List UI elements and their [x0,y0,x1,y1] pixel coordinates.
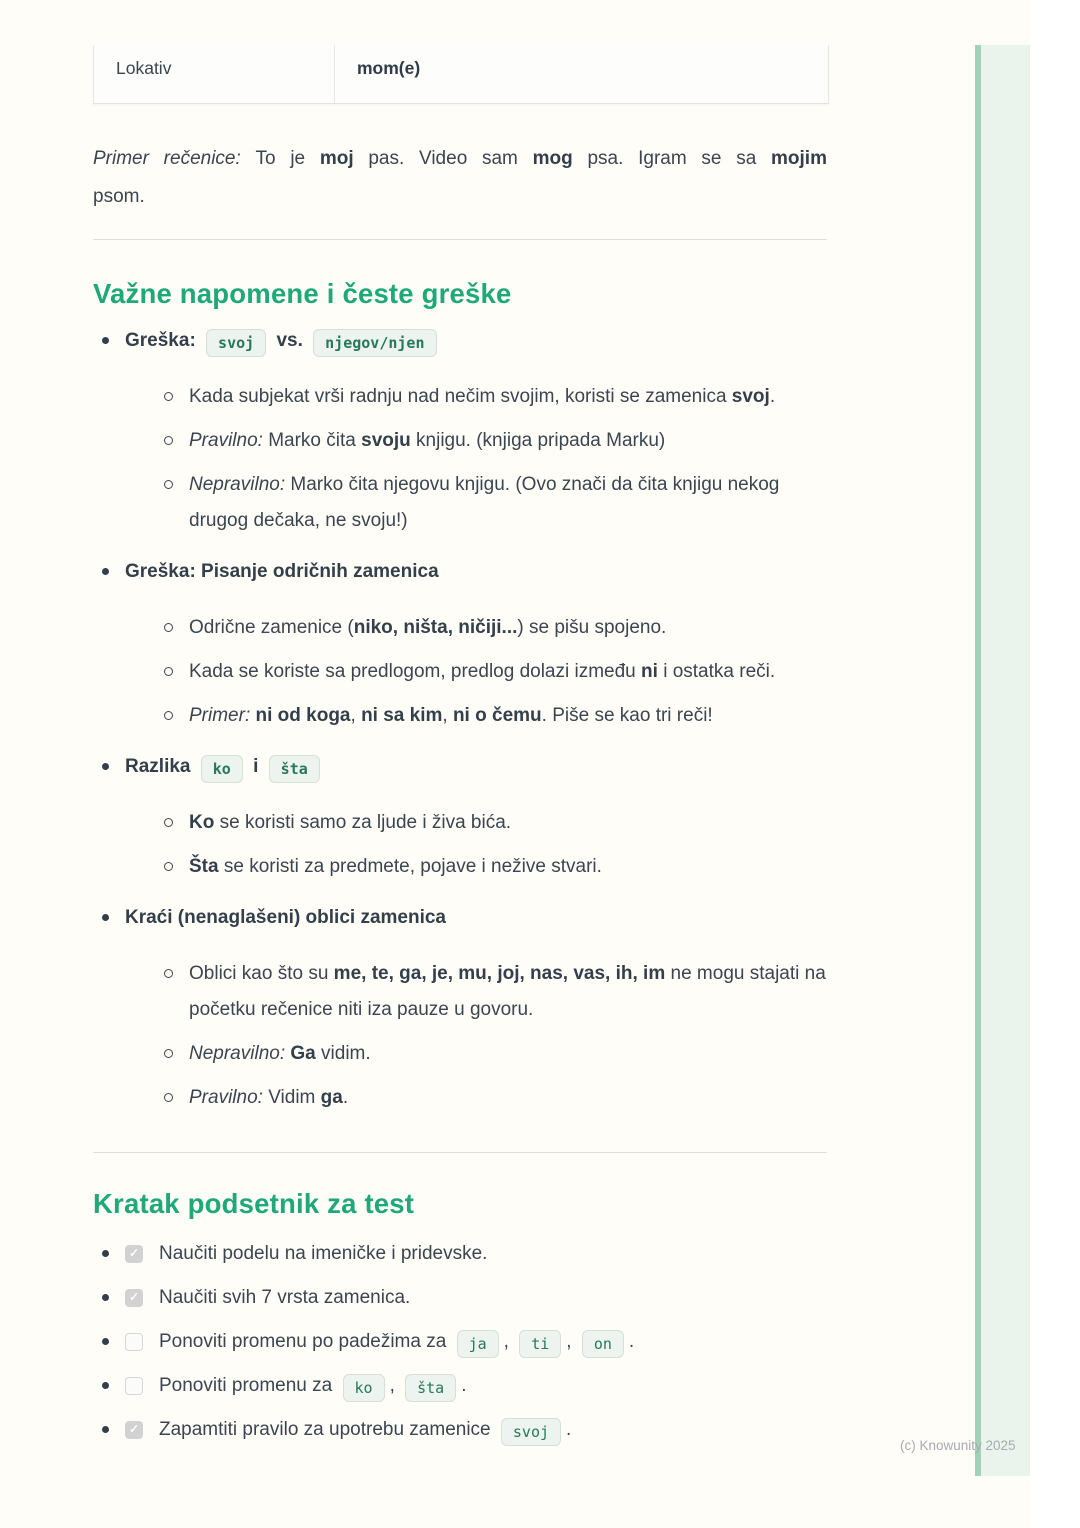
note-subitem [157,654,827,690]
note-item [93,750,827,885]
checklist-item [93,1412,853,1448]
text-run: . [461,1375,467,1396]
note-item [93,324,827,539]
checkbox-unchecked[interactable] [125,1333,143,1351]
text-run: . Piše se kao tri reči! [541,705,713,726]
text-run: Kada subjekat vrši radnju nad nečim svojim, koristi se zamenica [189,386,732,407]
text-run: . [566,1419,572,1440]
notes-list [93,324,827,1132]
checkbox-checked[interactable]: ✓ [125,1245,143,1263]
text-run: Naučiti podelu na imeničke i pridevske. [159,1243,488,1264]
copyright-note: (c) Knowunity 2025 [900,1438,1016,1453]
text-run: moj [319,148,354,169]
text-run: me, te, ga, je, mu, joj, nas, vas, ih, im [333,963,666,984]
checklist-item [93,1368,853,1404]
bullet-icon [102,1294,109,1301]
bullet-icon [102,568,109,575]
text-run: svoj [731,386,770,407]
text-run: . [628,1331,635,1352]
circle-bullet-icon [164,392,173,401]
text-run: niko, ništa, ničiji... [353,617,518,638]
text-run: , [389,1375,401,1396]
text-run: Marko čita [268,430,362,451]
text-run: , [566,1331,577,1352]
page-edge-stripe [975,45,1030,1476]
text-run: Oblici kao što su [189,963,334,984]
note-subitem [157,1080,827,1116]
text-run: svoju [361,430,411,451]
circle-bullet-icon [164,480,173,489]
code-badge: ja [457,1330,499,1358]
text-run: Marko čita njegovu knjigu. (Ovo znači da čita knjigu nekog drugog dečaka, ne svoju!) [189,474,780,531]
code-badge: ko [201,755,243,783]
note-subitem [157,805,827,841]
text-run: Pravilno: [189,430,269,451]
bullet-icon [102,1250,109,1257]
code-badge: njegov/njen [313,329,436,357]
note-subitems [125,956,827,1116]
text-run: Vidim [268,1087,321,1108]
code-badge: on [582,1330,624,1358]
bullet-icon [102,763,109,770]
text-run: Primer: [189,705,256,726]
code-badge: ko [343,1374,385,1402]
note-subitem [157,698,827,734]
bullet-icon [102,337,109,344]
text-run: . [342,1087,349,1108]
text-run: ni od koga [255,705,351,726]
checkbox-unchecked[interactable] [125,1377,143,1395]
text-run: Primer rečenice: [93,148,256,169]
text-run: ) se pišu spojeno. [517,617,667,638]
note-subitem [157,610,827,646]
text-run: Nepravilno: [189,474,291,495]
text-run: Greška: [125,330,202,351]
text-run: , [442,705,453,726]
bullet-icon [102,914,109,921]
text-run: Pravilno: [189,1087,269,1108]
text-run: mojim [771,148,827,169]
checklist-item-text [159,1243,487,1264]
text-run: ni [641,661,658,682]
circle-bullet-icon [164,862,173,871]
circle-bullet-icon [164,1049,173,1058]
checkbox-checked[interactable]: ✓ [125,1289,143,1307]
page-right-margin [1030,0,1080,1528]
text-run: ni sa kim [361,705,443,726]
table-cell-case: Lokativ [94,45,335,103]
text-run: , [503,1331,515,1352]
table-cell-form: mom(e) [357,58,421,78]
text-run: vidim. [315,1043,371,1064]
checklist-item-text [159,1331,634,1352]
declension-table [93,45,829,104]
note-subitems [125,805,827,885]
text-run: Naučiti svih 7 vrsta zamenica. [159,1287,411,1308]
text-run: Zapamtiti pravilo za upotrebu zamenice [159,1419,496,1440]
checklist-item [93,1236,853,1272]
circle-bullet-icon [164,436,173,445]
note-item-label [125,750,827,784]
note-item-label [125,555,827,589]
note-subitems [125,379,827,539]
section-title-notes: Važne napomene i česte greške [93,278,512,309]
checkbox-checked[interactable]: ✓ [125,1421,143,1439]
circle-bullet-icon [164,969,173,978]
code-badge: svoj [501,1418,561,1446]
section-divider [93,1152,827,1153]
text-run: ga [320,1087,343,1108]
circle-bullet-icon [164,711,173,720]
text-run: . [769,386,776,407]
text-run: , [350,705,362,726]
text-run: psom. [93,186,145,207]
text-run: ne mogu stajati na početku rečenice niti iza pauze u govoru. [189,963,826,1020]
note-item [93,901,827,1116]
text-run: Ponoviti promenu po padežima za [159,1331,452,1352]
text-run: vs. [271,330,309,351]
text-run: Kraći (nenaglašeni) oblici zamenica [125,907,446,928]
circle-bullet-icon [164,1093,173,1102]
text-run: pas. Video sam [353,148,533,169]
text-run: Odrične zamenice ( [189,617,354,638]
checklist-item [93,1280,853,1316]
checklist-item [93,1324,853,1360]
checklist-item-text [159,1287,410,1308]
text-run: Kada se koriste sa predlogom, predlog dolazi između [189,661,642,682]
section-title-reminder: Kratak podsetnik za test [93,1188,415,1219]
note-subitems [125,610,827,734]
checklist-item-text [159,1419,571,1440]
note-subitem [157,1036,827,1072]
checklist-item-text [159,1375,467,1396]
text-run: i [247,756,264,777]
bullet-icon [102,1338,109,1345]
text-run: Greška: Pisanje odričnih zamenica [125,561,439,582]
example-sentence [93,140,827,216]
section-divider [93,239,827,240]
note-item [93,555,827,734]
text-run: Ponoviti promenu za [159,1375,338,1396]
text-run: se koristi samo za ljude i živa bića. [214,812,512,833]
circle-bullet-icon [164,623,173,632]
text-run: Šta [189,856,219,877]
test-checklist [93,1236,853,1456]
text-run: To je [255,148,320,169]
bullet-icon [102,1382,109,1389]
bullet-icon [102,1426,109,1433]
text-run: i ostatka reči. [657,661,776,682]
code-badge: svoj [206,329,266,357]
code-badge: šta [269,755,320,783]
note-subitem [157,467,827,539]
circle-bullet-icon [164,667,173,676]
note-subitem [157,956,827,1028]
text-run: Ga [290,1043,316,1064]
text-run: mog [532,148,573,169]
text-run: ni o čemu [452,705,542,726]
text-run: Razlika [125,756,196,777]
circle-bullet-icon [164,818,173,827]
note-item-label [125,324,827,358]
text-run: Ko [189,812,215,833]
code-badge: šta [405,1374,456,1402]
note-subitem [157,849,827,885]
note-item-label [125,901,827,935]
text-run: Nepravilno: [189,1043,291,1064]
code-badge: ti [519,1330,561,1358]
text-run: se koristi za predmete, pojave i nežive stvari. [218,856,602,877]
note-subitem [157,423,827,459]
text-run: knjigu. (knjiga pripada Marku) [410,430,666,451]
text-run: psa. Igram se sa [572,148,772,169]
note-subitem [157,379,827,415]
